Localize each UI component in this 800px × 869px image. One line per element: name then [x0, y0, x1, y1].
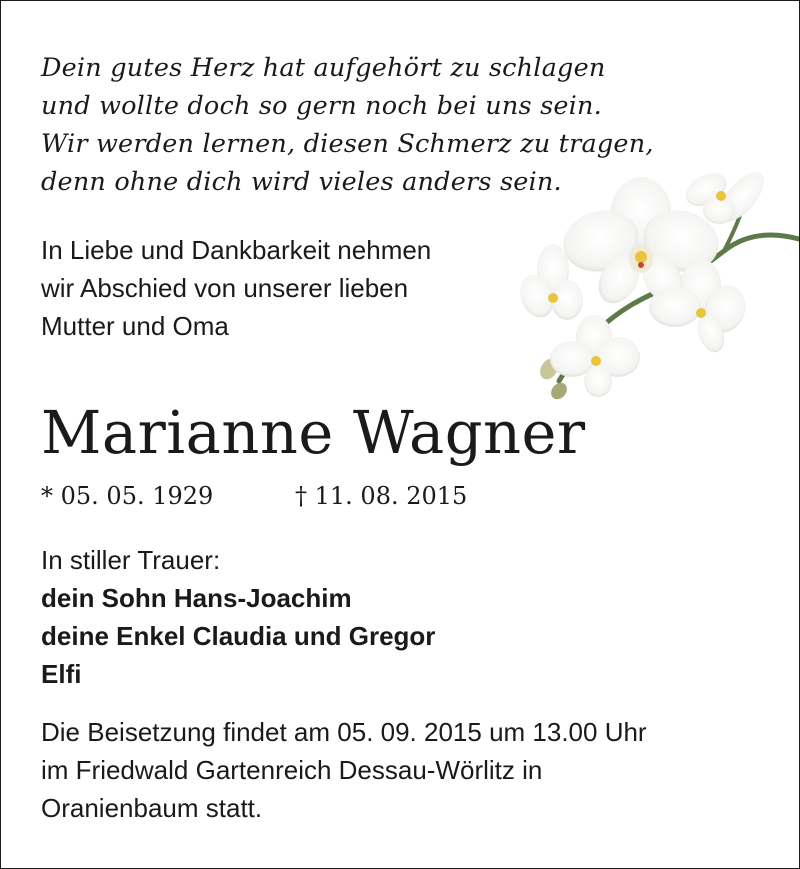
deceased-name: Marianne Wagner — [41, 398, 586, 467]
mourner-name: deine Enkel Claudia und Gregor — [41, 621, 436, 651]
farewell-intro — [41, 231, 431, 345]
life-dates — [41, 479, 468, 513]
funeral-info — [41, 713, 647, 827]
intro-line: In Liebe und Dankbarkeit nehmen — [41, 235, 432, 265]
mourner-name: dein Sohn Hans-Joachim — [41, 583, 352, 613]
poem-line: Dein gutes Herz hat aufgehört zu schlagen — [41, 53, 606, 83]
death-date: † 11. 08. 2015 — [295, 482, 468, 510]
mourners-heading: In stiller Trauer: — [41, 545, 221, 575]
poem-line: Wir werden lernen, diesen Schmerz zu tragen, — [41, 129, 654, 159]
mourners-section — [41, 541, 435, 693]
funeral-line: Oranienbaum statt. — [41, 793, 263, 823]
mourner-name: Elfi — [41, 659, 82, 689]
poem-line: denn ohne dich wird vieles anders sein. — [41, 167, 562, 197]
funeral-line: Die Beisetzung findet am 05. 09. 2015 um 13.00 Uhr — [41, 717, 647, 747]
white-orchid-icon — [519, 151, 799, 411]
poem-line: und wollte doch so gern noch bei uns sein. — [41, 91, 602, 121]
intro-line: wir Abschied von unserer lieben — [41, 273, 409, 303]
intro-line: Mutter und Oma — [41, 311, 229, 341]
birth-date: * 05. 05. 1929 — [41, 482, 214, 510]
funeral-line: im Friedwald Gartenreich Dessau-Wörlitz in — [41, 755, 543, 785]
